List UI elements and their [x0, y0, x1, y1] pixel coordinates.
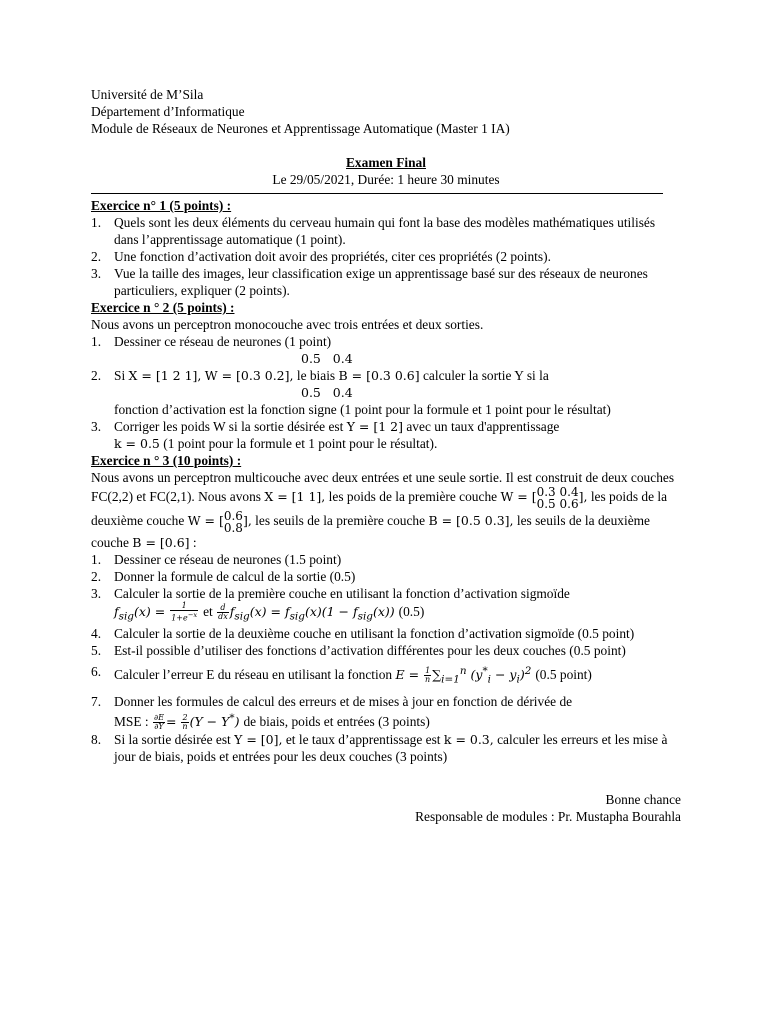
- exercise-1-list: [91, 214, 681, 299]
- exam-date-line: Le 29/05/2021, Durée: 1 heure 30 minutes: [272, 172, 500, 187]
- w1-matrix: 0.3 0.4 0.5 0.6: [536, 485, 579, 511]
- exam-title: Examen Final: [346, 155, 426, 170]
- exercise-3-title: Exercice n ° 3 (10 points) :: [91, 453, 242, 468]
- list-item: 7. Donner les formules de calcul des erreurs et de mises à jour en fonction de dérivée de MSE : $\frac{\partial E}{\partial Y}$ = $\frac{2}{n}$ (Y − Y*) de biais, poids et entrées (3 points): [91, 693, 573, 732]
- list-item: 6. Calculer l’erreur E du réseau en utilisant la fonction E = $\frac{1}{n}$ $\sum_{i=1}^n$ $(y^*_i - y_i)^2$ (0.5 point): [91, 664, 592, 686]
- x-vector: X = [1 2 1],: [128, 368, 202, 383]
- exercise-1-title: Exercice n° 1 (5 points) :: [91, 198, 232, 213]
- module-name: Module de Réseaux de Neurones et Apprentissage Automatique (Master 1 IA): [91, 121, 510, 136]
- exercise-2-title: Exercice n ° 2 (5 points) :: [91, 300, 235, 315]
- w-matrix: W = [0.3 0.2],: [204, 368, 294, 383]
- closing-greeting: Bonne chance: [605, 792, 681, 808]
- header: [91, 86, 681, 137]
- error-formula: E = $\frac{1}{n}$ $\sum_{i=1}^n$ $(y^*_i - y_i)^2$: [395, 665, 532, 686]
- exam-document: [91, 86, 681, 825]
- exercise-2-list: [91, 333, 681, 452]
- mse-derivative-formula: $\frac{\partial E}{\partial Y}$ = $\frac{2}{n}$ (Y − Y*): [153, 711, 240, 732]
- list-item: 5. Est-il possible d’utiliser des fonctions d’activation différentes pour les deux couches (0.5 point): [91, 643, 626, 659]
- exercise-2-intro: Nous avons un perceptron monocouche avec trois entrées et deux sorties.: [91, 317, 484, 332]
- matrix-row-top: 0.5 0.4: [301, 351, 353, 366]
- university-name: Université de M’Sila: [91, 87, 204, 102]
- list-item: 3. Calculer la sortie de la première couche en utilisant la fonction d’activation sigmoïde $f_{sig}(x)$ = $\frac{1}{1+e^{-x}}$ et $\frac{d}{dx}$ $f_{sig}(x) = f_{sig}(x)(1 - f_{sig}(x))$ (0.5): [91, 586, 570, 623]
- exercise-3-intro: Nous avons un perceptron multicouche avec deux entrées et une seule sortie. Il est construit de deux couches FC(2,2) et FC(2,1). Nous avons X = [1 1], les poids de la première couche W = [ 0.3 0.4 0.5 0.6 ], les poids de la deuxième couche W = [ 0.6 0.8 ], les seuils de la première couche B = [0.5 0.3], les seuils de la deuxième couche B = [0.6] :: [91, 470, 675, 550]
- b-vector: B = [0.3 0.6]: [338, 368, 420, 383]
- responsible-line: Responsable de modules : Pr. Mustapha Bourahla: [415, 809, 681, 825]
- divider: [91, 193, 663, 194]
- list-item: 4. Calculer la sortie de la deuxième couche en utilisant la fonction d’activation sigmoïde (0.5 point): [91, 626, 635, 642]
- list-item: 1. Dessiner ce réseau de neurones (1.5 point): [91, 552, 342, 567]
- derivative-formula: $\frac{d}{dx}$ $f_{sig}(x) = f_{sig}(x)(1 - f_{sig}(x))$: [218, 602, 395, 623]
- department-name: Département d’Informatique: [91, 104, 245, 119]
- list-item: 1. Quels sont les deux éléments du cerveau humain qui font la base des modèles mathématiques utilisés dans l’apprentissage automatique (1 point).: [91, 215, 656, 247]
- matrix-row-bottom: 0.5 0.4: [301, 385, 353, 400]
- list-item: 3. Corriger les poids W si la sortie désirée est Y = [1 2] avec un taux d'apprentissage k = 0.5 (1 point pour la formule et 1 point pour le résultat).: [91, 419, 560, 451]
- list-item: 3. Vue la taille des images, leur classification exige un apprentissage basé sur des réseaux de neurones particuliers, expliquer (2 points).: [91, 266, 648, 298]
- list-item: 8. Si la sortie désirée est Y = [0], et le taux d’apprentissage est k = 0.3, calculer les erreurs et les mise à jour de biais, poids et entrées pour les deux couches (3 points): [91, 732, 668, 765]
- list-item: 2. Donner la formule de calcul de la sortie (0.5): [91, 569, 356, 584]
- exercise-3-list: [91, 551, 681, 765]
- sigmoid-formula: $f_{sig}(x)$ = $\frac{1}{1+e^{-x}}$: [114, 601, 198, 623]
- list-item: 2. Une fonction d’activation doit avoir des propriétés, citer ces propriétés (2 points).: [91, 249, 551, 264]
- w2-matrix: 0.6 0.8: [223, 509, 243, 535]
- list-item: 0.5 0.4 2. Si X = [1 2 1], W = [0.3 0.2], le biais B = [0.3 0.6] calculer la sortie Y si la 0.5 0.4 fonction d’activation est la fonction signe (1 point pour la formule et 1 point pour le résultat): [91, 350, 681, 418]
- list-item: 1. Dessiner ce réseau de neurones (1 point): [91, 334, 332, 349]
- weight-matrix-line: 0.5 0.4 2. Si X = [1 2 1], W = [0.3 0.2], le biais B = [0.3 0.6] calculer la sortie Y si la 0.5 0.4: [91, 351, 549, 400]
